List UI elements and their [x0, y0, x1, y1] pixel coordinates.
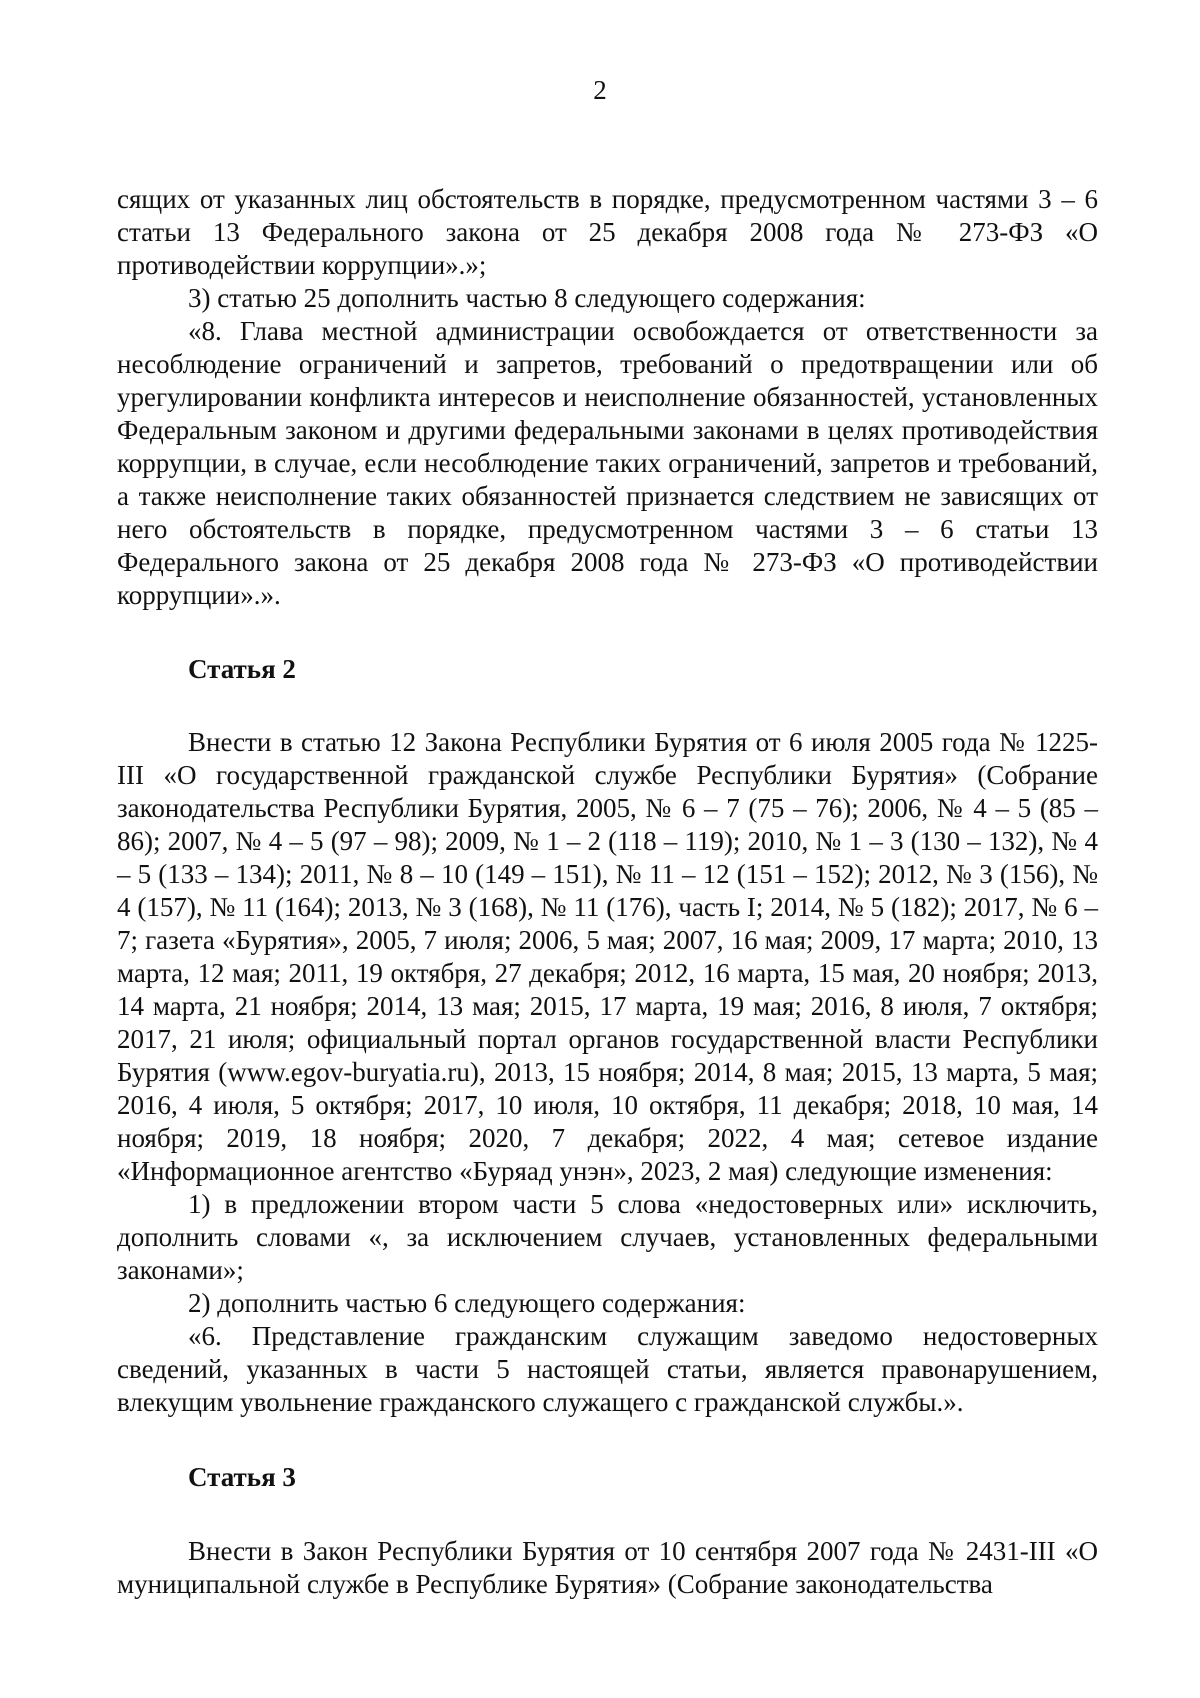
- document-body: [117, 183, 1098, 1601]
- paragraph-part-6-text: «6. Представление гражданским служащим заведомо недостоверных сведений, указанных в части 5 настоящей статьи, является правонарушением, влекущим увольнение гражданского служащего с гражданской службы.».: [117, 1321, 1098, 1417]
- paragraph-amendment-item-1: 1) в предложении втором части 5 слова «недостоверных или» исключить, дополнить словами «, за исключением случаев, установленных федеральными законами»;: [117, 1189, 1098, 1285]
- paragraph-article-3-intro: Внести в Закон Республики Бурятия от 10 сентября 2007 года № 2431-III «О муниципальной службе в Республике Бурятия» (Собрание законодательства: [117, 1536, 1098, 1599]
- paragraph-amendment-item-3: 3) статью 25 дополнить частью 8 следующего содержания:: [188, 283, 866, 313]
- paragraph-part-8-text: «8. Глава местной администрации освобождается от ответственности за несоблюдение ограничений и запретов, требований о предотвращении или об урегулировании конфликта интересов и неисполнение обязанностей, установленных Федеральным законом и другими федеральными законами в целях противодействия коррупции, в случае, если несоблюдение таких ограничений, запретов и требований, а также неисполнение таких обязанностей признается следствием не зависящих от него обстоятельств в порядке, предусмотренном частями 3 – 6 статьи 13 Федерального закона от 25 декабря 2008 года № 273-ФЗ «О противодействии коррупции».».: [117, 316, 1098, 610]
- paragraph-article-2-intro: Внести в статью 12 Закона Республики Бурятия от 6 июля 2005 года № 1225-III «О государственной гражданской службе Республики Бурятия» (Собрание законодательства Республики Бурятия, 2005, № 6 – 7 (75 – 76); 2006, № 4 – 5 (85 – 86); 2007, № 4 – 5 (97 – 98); 2009, № 1 – 2 (118 – 119); 2010, № 1 – 3 (130 – 132), № 4 – 5 (133 – 134); 2011, № 8 – 10 (149 – 151), № 11 – 12 (151 – 152); 2012, № 3 (156), № 4 (157), № 11 (164); 2013, № 3 (168), № 11 (176), часть I; 2014, № 5 (182); 2017, № 6 – 7; газета «Бурятия», 2005, 7 июля; 2006, 5 мая; 2007, 16 мая; 2009, 17 марта; 2010, 13 марта, 12 мая; 2011, 19 октября, 27 декабря; 2012, 16 марта, 15 мая, 20 ноября; 2013, 14 марта, 21 ноября; 2014, 13 мая; 2015, 17 марта, 19 мая; 2016, 8 июля, 7 октября; 2017, 21 июля; официальный портал органов государственной власти Республики Бурятия (www.egov-buryatia.ru), 2013, 15 ноября; 2014, 8 мая; 2015, 13 марта, 5 мая; 2016, 4 июля, 5 октября; 2017, 10 июля, 10 октября, 11 декабря; 2018, 10 мая, 14 ноября; 2019, 18 ноября; 2020, 7 декабря; 2022, 4 мая; сетевое издание «Информационное агентство «Буряад унэн», 2023, 2 мая) следующие изменения:: [117, 727, 1098, 1186]
- page-number: 2: [593, 75, 607, 105]
- paragraph-amendment-item-2: 2) дополнить частью 6 следующего содержания:: [188, 1288, 746, 1318]
- article-2-heading: Статья 2: [188, 654, 296, 684]
- article-3-heading: Статья 3: [188, 1462, 296, 1492]
- paragraph-continuation: сящих от указанных лиц обстоятельств в порядке, предусмотренном частями 3 – 6 статьи 13 Федерального закона от 25 декабря 2008 года № 273-ФЗ «О противодействии коррупции».»;: [117, 184, 1098, 280]
